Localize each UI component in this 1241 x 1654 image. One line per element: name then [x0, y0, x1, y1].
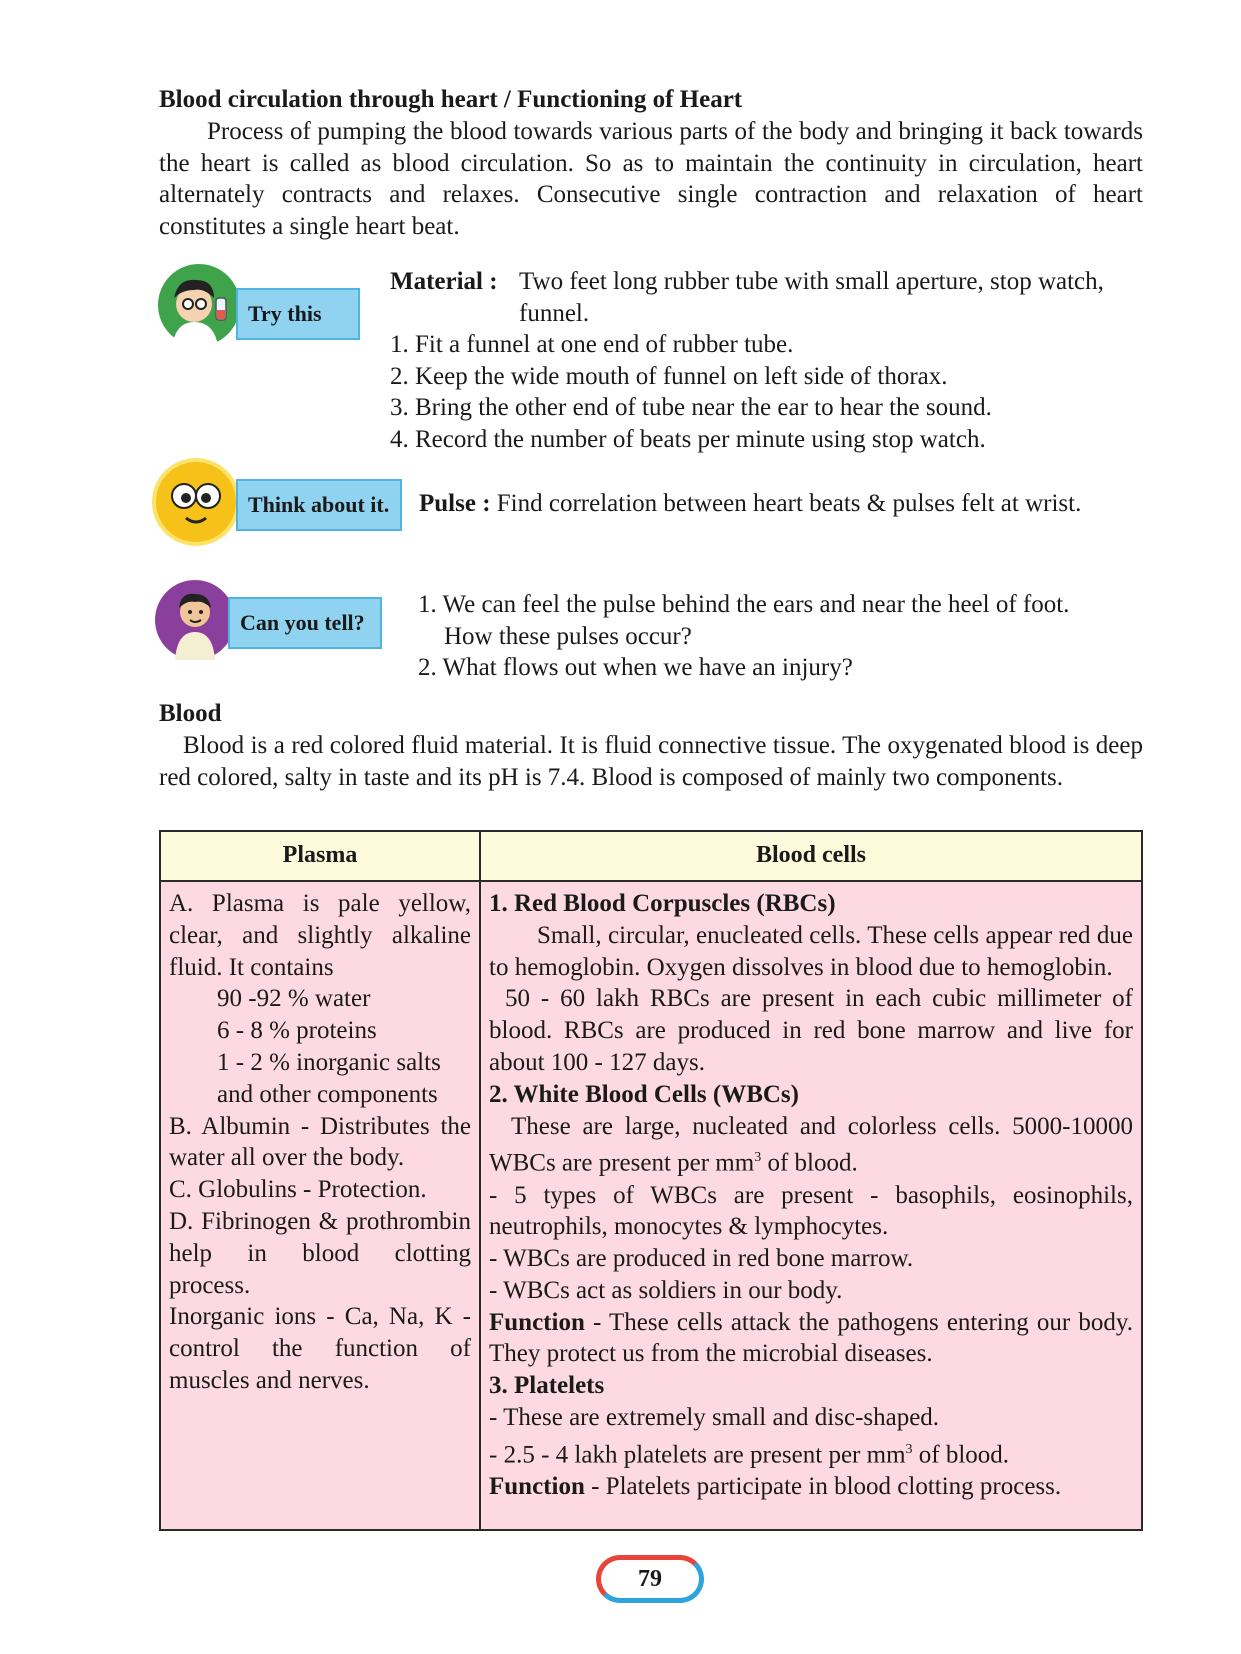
rbc-paragraph-2: 50 - 60 lakh RBCs are present in each cubic millimeter of blood. RBCs are produced in red bone marrow and live for about 100 - 127 days. [489, 985, 1133, 1076]
plasma-ions: Inorganic ions - Ca, Na, K - control the function of muscles and nerves. [169, 1303, 471, 1394]
plasma-b: B. Albumin - Distributes the water all over the body. [169, 1112, 471, 1172]
question-1-line-2: How these pulses occur? [444, 622, 692, 650]
page-number: 79 [638, 1565, 662, 1592]
step-item: 1. Fit a funnel at one end of rubber tube. [390, 331, 794, 358]
blood-components-table [159, 830, 1143, 1531]
try-this-label: Try this [248, 301, 322, 326]
material-text [519, 266, 1149, 329]
pulse-label: Pulse : [419, 490, 491, 517]
question-2: 2. What flows out when we have an injury? [418, 654, 853, 681]
table-header-row [160, 831, 1142, 881]
scientist-icon [158, 264, 240, 346]
plasma-water: 90 -92 % water [217, 985, 371, 1013]
material-line-2: funnel. [519, 299, 590, 327]
plasma-salts: 1 - 2 % inorganic salts and other components [217, 1048, 441, 1108]
intro-paragraph: Process of pumping the blood towards various parts of the body and bringing it back towards the heart is called as blood circulation. So as to maintain the continuity in circulation, heart alternately contracts and relaxes. Consecutive single contraction and relaxation of heart constitutes a single heart beat. [159, 118, 1143, 240]
wbc-superscript: 3 [754, 1150, 762, 1166]
step-item: 3. Bring the other end of tube near the ear to hear the sound. [390, 394, 992, 421]
wbc-soldiers: - WBCs act as soldiers in our body. [489, 1276, 843, 1304]
think-about-it-label: Think about it. [248, 492, 390, 517]
try-this-badge [236, 288, 360, 340]
wbc-function-text: - These cells attack the pathogens entering our body. They protect us from the microbial diseases. [489, 1308, 1133, 1368]
platelets-shape: - These are extremely small and disc-shaped. [489, 1404, 940, 1432]
try-this-steps [390, 329, 992, 455]
think-about-it-badge [236, 479, 402, 531]
blood-title: Blood [159, 700, 222, 727]
can-you-tell-label: Can you tell? [240, 610, 365, 635]
material-label [390, 266, 498, 298]
section-title: Blood circulation through heart / Functioning of Heart [159, 86, 743, 113]
platelets-count [489, 1434, 1133, 1471]
material-line-1: Two feet long rubber tube with small aperture, stop watch, [519, 268, 1104, 295]
blood-paragraph: Blood is a red colored fluid material. It is fluid connective tissue. The oxygenated blood is deep red colored, salty in taste and its pH is 7.4. Blood is composed of mainly two components. [159, 732, 1143, 791]
student-icon [155, 580, 235, 660]
plasma-a: A. Plasma is pale yellow, clear, and slightly alkaline fluid. It contains [169, 890, 471, 981]
plasma-cell [160, 881, 480, 1530]
step-item: 2. Keep the wide mouth of funnel on left side of thorax. [390, 362, 948, 390]
step-item: 4. Record the number of beats per minute using stop watch. [390, 425, 986, 453]
plasma-proteins: 6 - 8 % proteins [217, 1017, 377, 1045]
wbc-title: 2. White Blood Cells (WBCs) [489, 1080, 799, 1108]
plasma-c: C. Globulins - Protection. [169, 1176, 427, 1204]
can-you-tell-questions [418, 589, 1138, 684]
page-number-badge [596, 1555, 704, 1603]
platelets-title: 3. Platelets [489, 1372, 605, 1400]
wbc-function-label: Function [489, 1308, 585, 1336]
wbc-function [489, 1307, 1133, 1371]
platelets-count-a: - 2.5 - 4 lakh platelets are present per mm [489, 1441, 906, 1469]
pulse-line [419, 488, 1081, 520]
pulse-text: Find correlation between heart beats & pulses felt at wrist. [496, 490, 1082, 517]
rbc-title: 1. Red Blood Corpuscles (RBCs) [489, 890, 836, 917]
wbc-types: - 5 types of WBCs are present - basophils, eosinophils, neutrophils, monocytes & lymphocytes. [489, 1181, 1133, 1241]
platelets-function-label: Function [489, 1473, 585, 1500]
plasma-d: D. Fibrinogen & prothrombin help in blood clotting process. [169, 1207, 471, 1299]
wbc-paragraph-1-a: These are large, nucleated and colorless cells. 5000-10000 WBCs are present per mm [489, 1112, 1133, 1177]
material-label-text: Material : [390, 268, 498, 295]
question-1-line-1: 1. We can feel the pulse behind the ears and near the heel of foot. [418, 591, 1070, 618]
platelets-count-b: of blood. [912, 1441, 1010, 1469]
wbc-paragraph-1 [489, 1111, 1133, 1180]
blood-cells-header: Blood cells [480, 831, 1142, 881]
wbc-marrow: - WBCs are produced in red bone marrow. [489, 1245, 914, 1273]
platelets-function [489, 1471, 1133, 1503]
can-you-tell-badge [228, 597, 382, 649]
platelets-function-text: - Platelets participate in blood clotting process. [584, 1473, 1062, 1500]
platelets-superscript: 3 [905, 1441, 913, 1457]
sun-face-icon [156, 462, 236, 542]
table-row [160, 881, 1142, 1530]
blood-cells-cell [480, 881, 1142, 1530]
plasma-header: Plasma [160, 831, 480, 881]
wbc-paragraph-1-b: of blood. [761, 1149, 858, 1177]
rbc-paragraph-1: Small, circular, enucleated cells. These cells appear red due to hemoglobin. Oxygen dissolves in blood due to hemoglobin. [489, 921, 1133, 981]
